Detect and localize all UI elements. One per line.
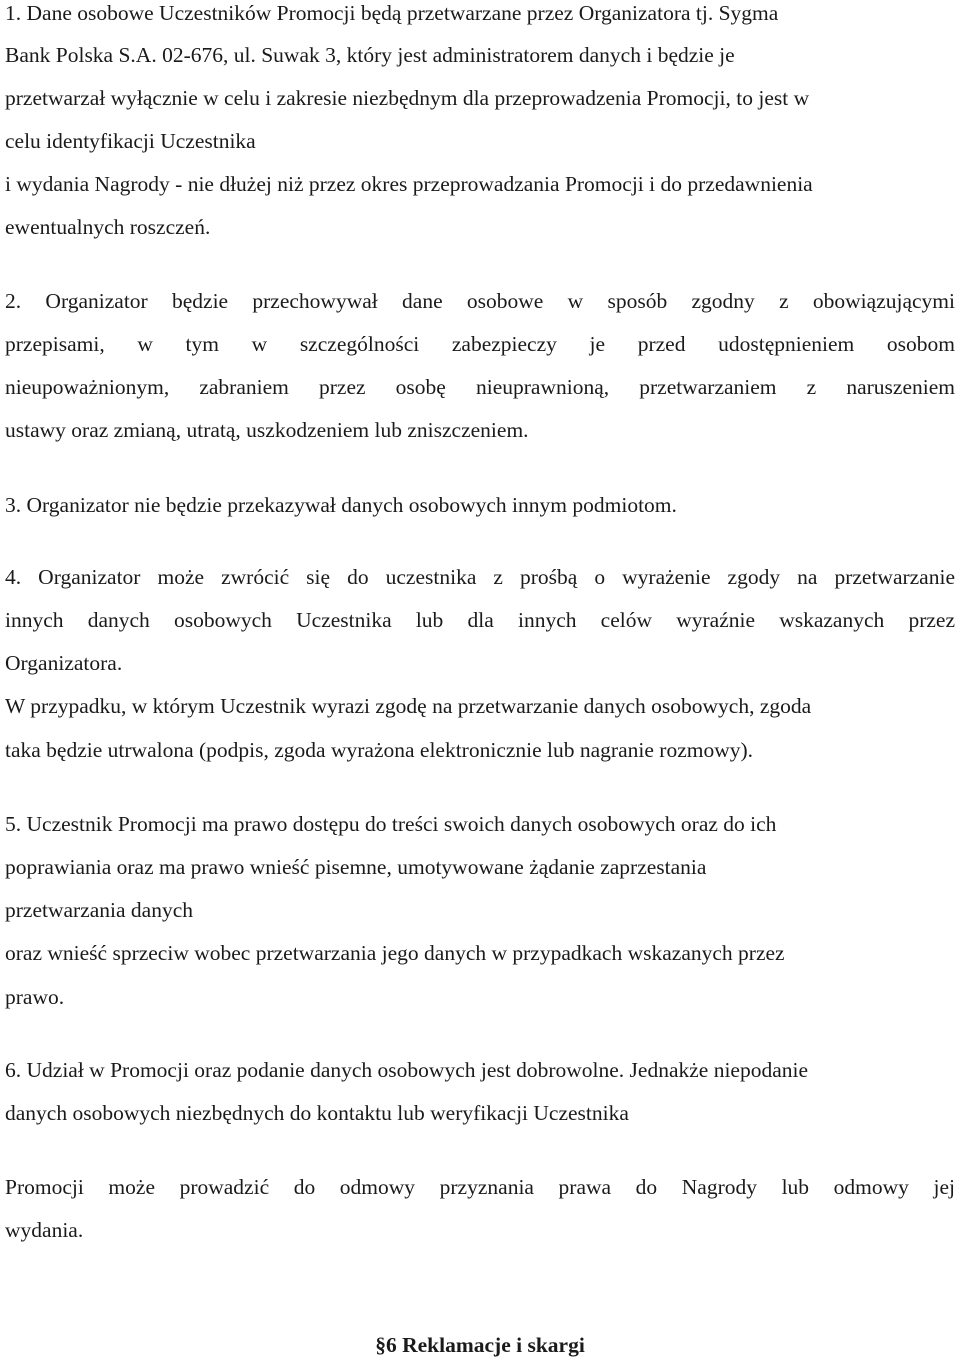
text-line: danych osobowych niezbędnych do kontaktu lub weryfikacji Uczestnika [5,1101,629,1125]
text-line: przepisami, w tym w szczególności zabezpieczy je przed udostępnieniem osobom [5,332,955,356]
text-line: 6. Udział w Promocji oraz podanie danych osobowych jest dobrowolne. Jednakże niepodanie [5,1058,809,1082]
text-line: ewentualnych roszczeń. [5,215,211,239]
text-line: celu identyfikacji Uczestnika [5,129,256,153]
text-line: Bank Polska S.A. 02-676, ul. Suwak 3, który jest administratorem danych i będzie je [5,43,735,67]
text-line: 2. Organizator będzie przechowywał dane osobowe w sposób zgodny z obowiązującymi [5,289,955,313]
text-line: przetwarzania danych [5,898,194,922]
text-line: ustawy oraz zmianą, utratą, uszkodzeniem lub zniszczeniem. [5,418,529,442]
text-line: taka będzie utrwalona (podpis, zgoda wyrażona elektronicznie lub nagranie rozmowy). [5,738,754,762]
text-line: innych danych osobowych Uczestnika lub dla innych celów wyraźnie wskazanych przez [5,608,955,632]
section-heading: §6 Reklamacje i skargi [375,1333,585,1357]
text-line: oraz wnieść sprzeciw wobec przetwarzania jego danych w przypadkach wskazanych przez [5,941,785,965]
text-line: Promocji może prowadzić do odmowy przyznania prawa do Nagrody lub odmowy jej [5,1175,955,1199]
text-line: i wydania Nagrody - nie dłużej niż przez okres przeprowadzania Promocji i do przedawnienia [5,172,813,196]
text-line: 3. Organizator nie będzie przekazywał danych osobowych innym podmiotom. [5,493,677,517]
text-line: wydania. [5,1218,84,1242]
text-line: W przypadku, w którym Uczestnik wyrazi zgodę na przetwarzanie danych osobowych, zgoda [5,694,812,718]
text-line: nieupoważnionym, zabraniem przez osobę nieuprawnioną, przetwarzaniem z naruszeniem [5,375,955,399]
text-line: poprawiania oraz ma prawo wnieść pisemne, umotywowane żądanie zaprzestania [5,855,707,879]
text-line: przetwarzał wyłącznie w celu i zakresie niezbędnym dla przeprowadzenia Promocji, to jest w [5,86,810,110]
text-line: 5. Uczestnik Promocji ma prawo dostępu do treści swoich danych osobowych oraz do ich [5,812,777,836]
text-line: prawo. [5,985,65,1009]
text-line: Organizatora. [5,651,123,675]
text-line: 4. Organizator może zwrócić się do uczestnika z prośbą o wyrażenie zgody na przetwarzanie [5,565,955,589]
text-line: 1. Dane osobowe Uczestników Promocji będą przetwarzane przez Organizatora tj. Sygma [5,1,779,25]
